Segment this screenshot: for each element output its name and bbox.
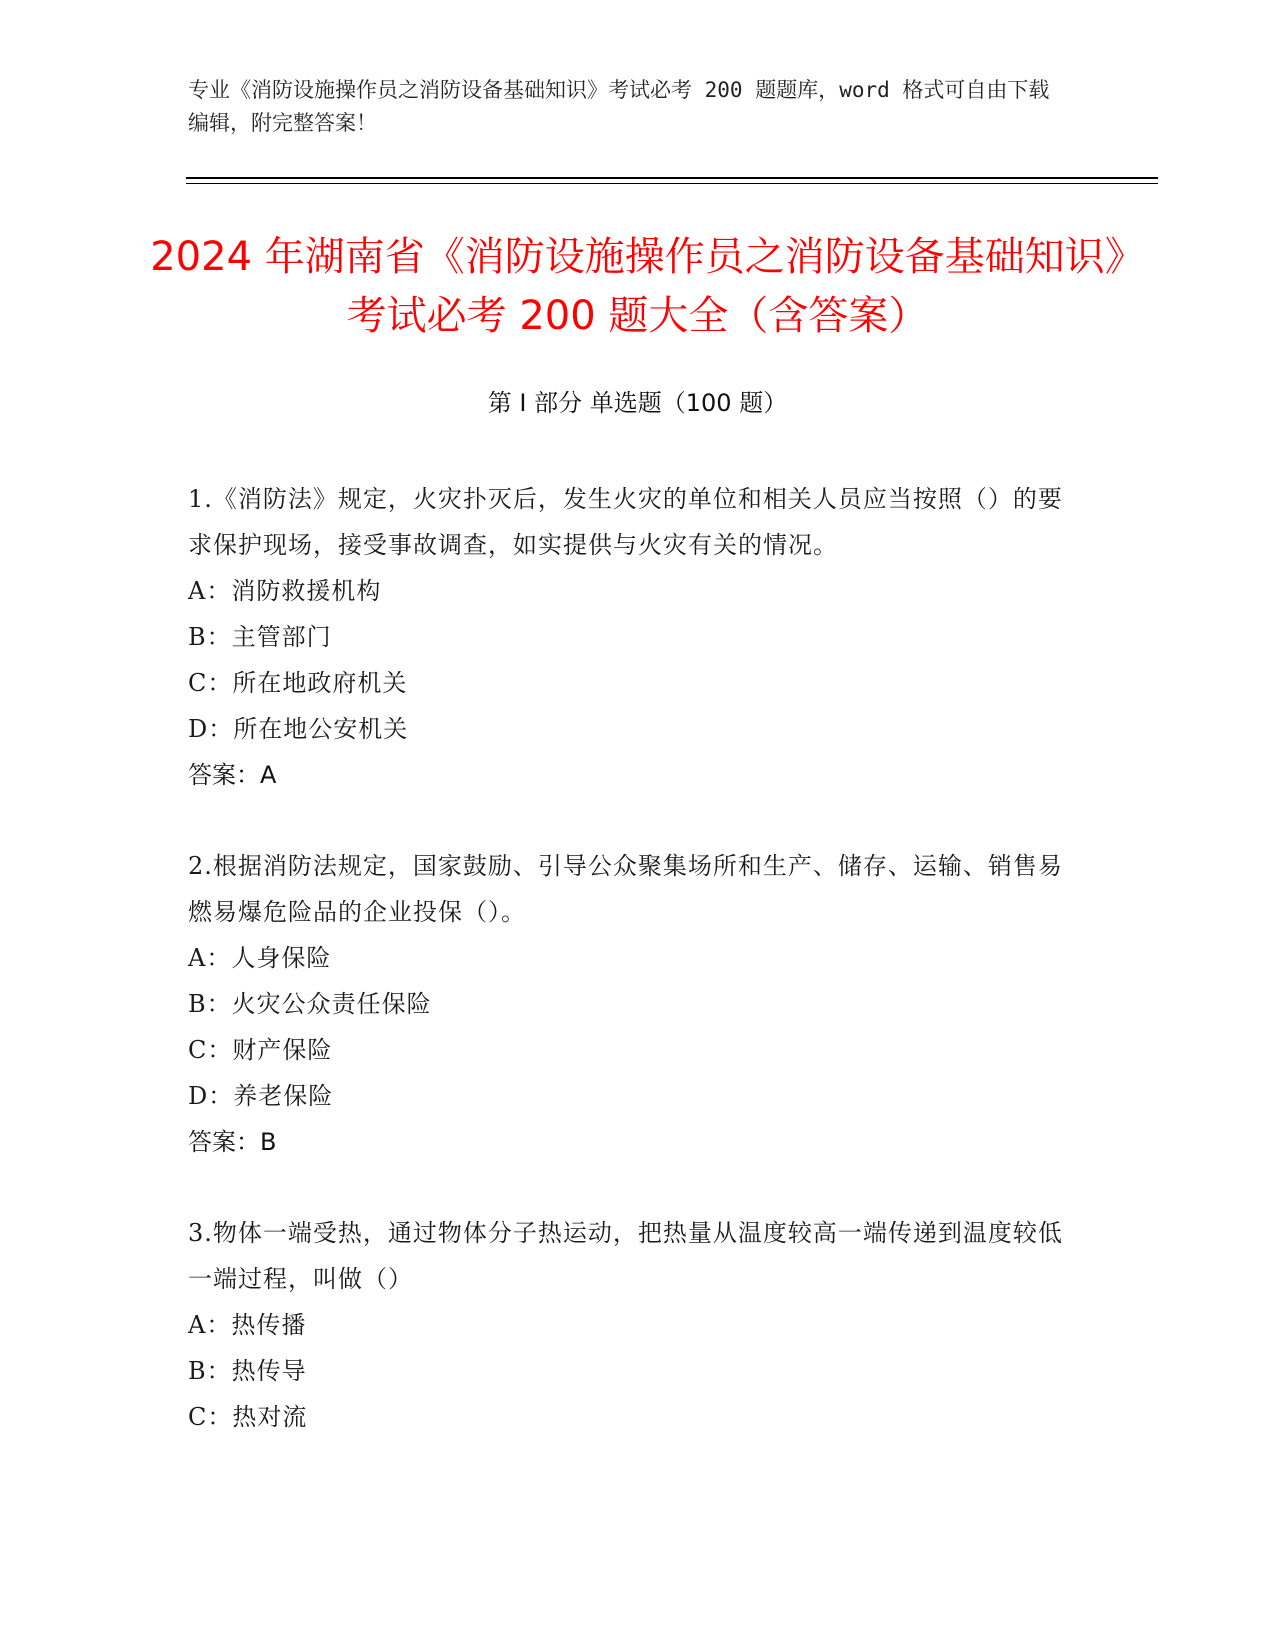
header-divider [186, 177, 1158, 179]
option-d: D：养老保险 [188, 1082, 334, 1110]
question-list [188, 476, 1068, 1485]
question-3 [188, 1210, 1068, 1440]
question-stem: 3.物体一端受热，通过物体分子热运动，把热量从温度较高一端传递到温度较低一端过程，叫做（） [188, 1219, 1063, 1293]
option-a: A：人身保险 [188, 944, 332, 972]
question-stem: 1.《消防法》规定，火灾扑灭后，发生火灾的单位和相关人员应当按照（）的要求保护现场，接受事故调查，如实提供与火灾有关的情况。 [188, 485, 1063, 559]
answer: 答案：B [188, 1128, 277, 1156]
header-note: 专业《消防设施操作员之消防设备基础知识》考试必考 200 题题库，word 格式可自由下载编辑，附完整答案！ [188, 78, 1050, 135]
question-stem: 2.根据消防法规定，国家鼓励、引导公众聚集场所和生产、储存、运输、销售易燃易爆危险品的企业投保（）。 [188, 852, 1063, 926]
section-heading: 第 I 部分 单选题（100 题） [487, 389, 788, 417]
option-b: B：热传导 [188, 1357, 307, 1385]
option-a: A：消防救援机构 [188, 577, 382, 605]
option-c: C：所在地政府机关 [188, 669, 408, 697]
option-b: B：主管部门 [188, 623, 332, 651]
header-divider-thin [186, 183, 1158, 184]
answer: 答案：A [188, 761, 277, 789]
document-title: 2024 年湖南省《消防设施操作员之消防设备基础知识》考试必考 200 题大全（含答案） [150, 234, 1125, 339]
question-1 [188, 476, 1068, 798]
option-c: C：热对流 [188, 1403, 308, 1431]
option-a: A：热传播 [188, 1311, 307, 1339]
option-b: B：火灾公众责任保险 [188, 990, 432, 1018]
question-2 [188, 843, 1068, 1165]
option-d: D：所在地公安机关 [188, 715, 409, 743]
option-c: C：财产保险 [188, 1036, 333, 1064]
